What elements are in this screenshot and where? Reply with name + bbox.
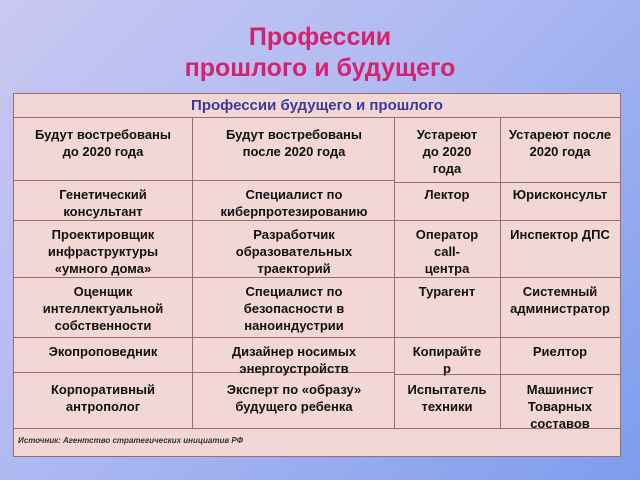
header-demand-before-2020: Будут востребованы до 2020 года [34,127,172,159]
table-cell: Машинист Товарных составов [526,382,594,431]
row-divider [192,180,394,181]
table-cell: Юрисконсульт [512,187,608,202]
title-line-2: прошлого и будущего [184,54,456,82]
row-divider [394,337,620,338]
row-divider [14,277,192,278]
table-cell: Корпоративный антрополог [50,382,156,414]
table-cell: Экопроповедник [48,344,158,359]
row-divider [394,182,620,183]
column-divider [500,118,501,428]
row-divider [192,337,394,338]
professions-table [13,93,621,457]
row-divider [14,180,192,181]
header-demand-after-2020: Будут востребованы после 2020 года [225,127,363,159]
table-cell: Лектор [424,187,470,202]
table-cell: Оператор call- центра [415,227,479,276]
table-cell: Турагент [418,284,476,299]
table-cell: Специалист по киберпротезированию [220,187,368,219]
row-divider [394,277,620,278]
table-cell: Дизайнер носимых энергоустройств [231,344,357,376]
table-cell: Испытатель техники [407,382,487,414]
column-divider [192,118,193,428]
table-cell: Специалист по безопасности в наноиндустрии [243,284,345,333]
header-obsolete-after-2020: Устареют после 2020 года [508,127,612,159]
row-divider [14,372,192,373]
table-cell: Системный администратор [510,284,610,316]
header-obsolete-before-2020: Устареют до 2020 года [416,127,478,176]
table-cell: Эксперт по «образу» будущего ребенка [226,382,362,414]
row-divider [192,220,394,221]
column-divider [394,118,395,428]
table-cell: Проектировщик инфраструктуры «умного дома» [47,227,159,276]
table-cell: Копирайте р [412,344,482,376]
title-line-1: Профессии [248,23,392,51]
table-cell: Риелтор [532,344,588,359]
row-divider [394,220,620,221]
table-cell: Инспектор ДПС [510,227,610,242]
source-note: Источник: Агентство стратегических инициатив РФ [18,436,243,445]
table-cell: Разработчик образовательных траекторий [235,227,353,276]
page-title [0,22,640,84]
row-divider [14,220,192,221]
row-divider [192,277,394,278]
table-cell: Оценщик интеллектуальной собственности [42,284,164,333]
table-caption: Профессии будущего и прошлого [14,94,620,118]
table-cell: Генетический консультант [59,187,147,219]
row-divider [14,337,192,338]
